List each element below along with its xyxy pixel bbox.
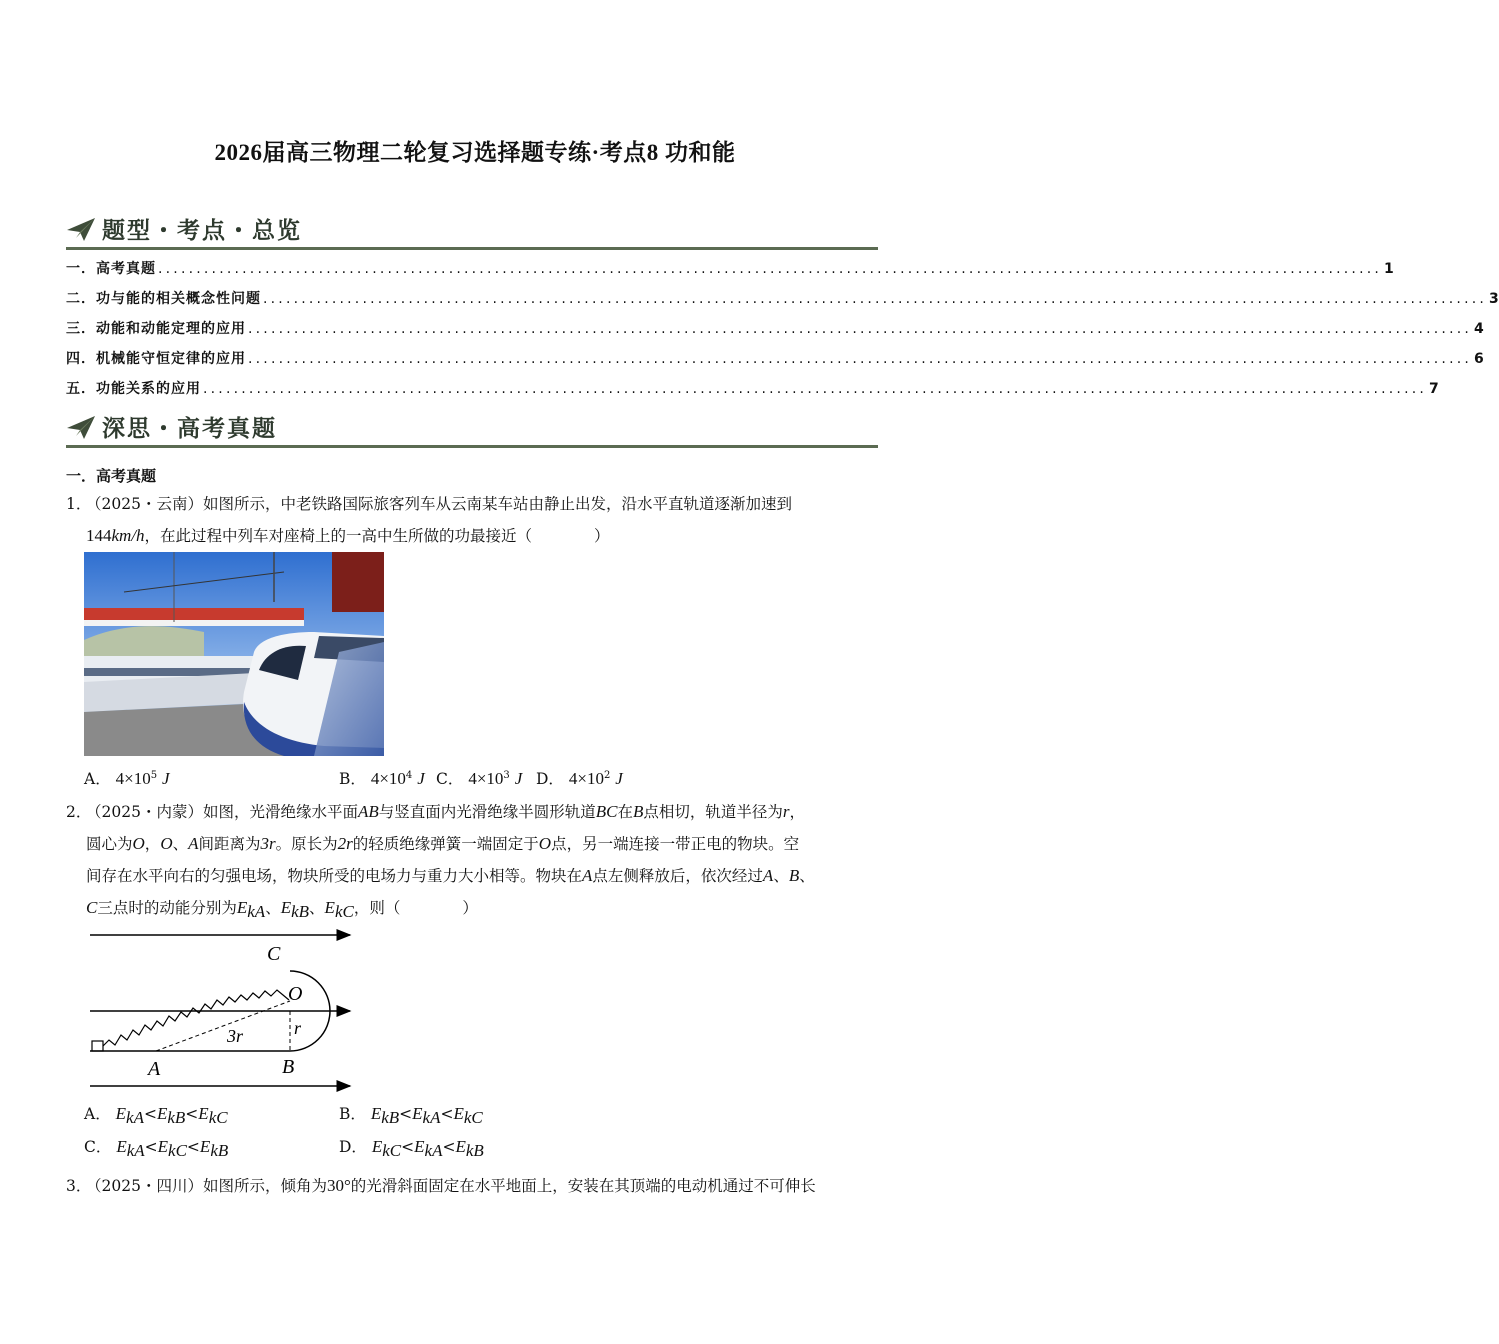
toc-row[interactable] bbox=[66, 348, 1484, 378]
question-text: 圆心为 bbox=[86, 835, 133, 853]
subscript: kC bbox=[463, 1108, 483, 1128]
times-ten: ×10 bbox=[577, 769, 604, 788]
question-text: 与竖直面内光滑绝缘半圆形轨道 bbox=[378, 803, 596, 821]
paper-plane-icon bbox=[66, 414, 96, 440]
option-exp: 2 bbox=[603, 769, 611, 781]
toc-page: 4 bbox=[1474, 321, 1484, 337]
label-b: B bbox=[282, 1056, 295, 1078]
question-text: 的轻质绝缘弹簧一端固定于 bbox=[352, 835, 539, 853]
question-text: 。原长为 bbox=[275, 835, 338, 853]
math-symbol: BC bbox=[595, 802, 618, 821]
times-ten: ×10 bbox=[379, 769, 406, 788]
option-coef: 4 bbox=[568, 769, 578, 788]
option-letter: C． bbox=[436, 770, 464, 788]
math-symbol: B bbox=[633, 802, 644, 821]
paper-plane-icon bbox=[66, 216, 96, 242]
subscript: kC bbox=[334, 902, 354, 922]
option-d[interactable]: D． $E_{kC}<E_{kA}<E_{kB}$ bbox=[339, 1137, 484, 1161]
question-text: 间距离为 bbox=[198, 835, 261, 853]
option-unit: J bbox=[162, 769, 170, 788]
label-3r: 3r bbox=[227, 1026, 244, 1046]
track-diagram bbox=[84, 924, 364, 1094]
question-number: 1． bbox=[66, 495, 92, 513]
option-letter: D． bbox=[536, 770, 564, 788]
toc-leader: ................................................................................................................................................................ bbox=[263, 291, 1488, 307]
toc-page: 1 bbox=[1384, 261, 1394, 277]
question-text: ，则（ ） bbox=[353, 899, 478, 917]
toc-label: 三．动能和动能定理的应用 bbox=[66, 321, 246, 337]
question-text: 在 bbox=[617, 803, 633, 821]
math-symbol: A bbox=[762, 866, 774, 885]
question-text: （2025・内蒙）如图，光滑绝缘水平面 bbox=[86, 803, 358, 821]
question-text: 三点时的动能分别为 bbox=[97, 899, 237, 917]
math-symbol: O bbox=[132, 834, 145, 853]
math-symbol: AB bbox=[357, 802, 379, 821]
subscript: kC bbox=[382, 1141, 402, 1161]
option-letter: B． bbox=[339, 770, 366, 788]
option-exp: 5 bbox=[150, 769, 158, 781]
question-3 bbox=[66, 1170, 882, 1202]
math-symbol: 30° bbox=[326, 1176, 351, 1195]
option-letter: D． bbox=[339, 1138, 367, 1156]
question-text: 点，另一端连接一带正电的物块。空 bbox=[551, 835, 800, 853]
math-symbol: 2r bbox=[337, 834, 353, 853]
toc-leader: ................................................................................................................................................................ bbox=[248, 321, 1473, 337]
option-a[interactable]: A． $E_{kA}<E_{kB}<E_{kC}$ bbox=[84, 1104, 228, 1128]
math-symbol: O bbox=[160, 834, 173, 853]
option-exp: 4 bbox=[405, 769, 413, 781]
question-text: 、 bbox=[773, 867, 789, 885]
toc-label: 二．功与能的相关概念性问题 bbox=[66, 291, 261, 307]
subscript: kB bbox=[167, 1108, 186, 1128]
train-photo bbox=[84, 552, 384, 756]
toc-label: 四．机械能守恒定律的应用 bbox=[66, 351, 246, 367]
toc-row[interactable] bbox=[66, 318, 1484, 348]
question-text: 的光滑斜面固定在水平地面上，安装在其顶端的电动机通过不可伸长 bbox=[350, 1177, 816, 1195]
option-letter: A． bbox=[84, 770, 111, 788]
option-letter: A． bbox=[84, 1105, 111, 1123]
toc-row[interactable] bbox=[66, 258, 1394, 288]
banner-rule bbox=[66, 247, 878, 250]
times-ten: ×10 bbox=[124, 769, 151, 788]
math-symbol: C bbox=[86, 898, 98, 917]
question-text: 点相切，轨道半径为 bbox=[643, 803, 783, 821]
subscript: kB bbox=[465, 1141, 484, 1161]
question-text: 、 bbox=[799, 867, 815, 885]
subscript: kC bbox=[208, 1108, 228, 1128]
option-c[interactable] bbox=[436, 767, 522, 789]
option-coef: 4 bbox=[115, 769, 125, 788]
toc-leader: ................................................................................................................................................................ bbox=[203, 381, 1428, 397]
toc-leader: ................................................................................................................................................................ bbox=[248, 351, 1473, 367]
math-symbol: r bbox=[782, 802, 790, 821]
document-title: 2026届高三物理二轮复习选择题专练·考点8 功和能 bbox=[214, 140, 736, 165]
speed-value: 144 bbox=[86, 526, 112, 545]
option-coef: 4 bbox=[370, 769, 380, 788]
question-text: ， bbox=[144, 835, 161, 853]
question-2: 2．（2025・内蒙）如图，光滑绝缘水平面AB与竖直面内光滑绝缘半圆形轨道BC在B点相切，轨道半径为r， 圆心为O，O、A间距离为3r。原长为2r的轻质绝缘弹簧一端固定于O点，另一端连接一带正电的物块。空 间存在水平向右的匀强电场，物块所受的电场力与重力大小相等。物块在A点左侧释放后，依次经过A、B、 C三点时的动能分别为$E_{kA}$、$E_{kB}$、$E_{kC}$，则（ ） bbox=[66, 796, 882, 927]
toc-page: 3 bbox=[1489, 291, 1499, 307]
subscript: kB bbox=[381, 1108, 400, 1128]
option-b[interactable] bbox=[339, 767, 425, 789]
option-unit: J bbox=[615, 769, 623, 788]
toc-label: 五．功能关系的应用 bbox=[66, 381, 201, 397]
label-a: A bbox=[148, 1058, 161, 1080]
subscript: kB bbox=[210, 1141, 229, 1161]
question-number: 3． bbox=[66, 1177, 92, 1195]
question-text: 间存在水平向右的匀强电场，物块所受的电场力与重力大小相等。物块在 bbox=[86, 867, 583, 885]
table-of-contents bbox=[66, 258, 1499, 408]
label-c: C bbox=[267, 943, 281, 965]
toc-label: 一．高考真题 bbox=[66, 261, 156, 277]
question-text: （2025・四川）如图所示，倾角为 bbox=[86, 1177, 327, 1195]
toc-row[interactable] bbox=[66, 378, 1439, 408]
subscript: kA bbox=[126, 1108, 144, 1128]
option-unit: J bbox=[417, 769, 425, 788]
subscript: kA bbox=[424, 1141, 443, 1161]
real-exam-banner-title: 深思・高考真题 bbox=[102, 415, 277, 442]
math-symbol: A bbox=[582, 866, 593, 885]
option-unit: J bbox=[514, 769, 523, 788]
math-symbol: B bbox=[788, 866, 800, 885]
option-coef: 4 bbox=[468, 769, 477, 788]
math-symbol: A bbox=[188, 834, 199, 853]
banner-rule bbox=[66, 445, 878, 448]
math-symbol: 3r bbox=[260, 834, 276, 853]
option-d[interactable] bbox=[536, 767, 623, 789]
question-number: 2． bbox=[66, 803, 92, 821]
question-text: （2025・云南）如图所示，中老铁路国际旅客列车从云南某车站由静止出发，沿水平直轨道逐渐加速到 bbox=[86, 495, 792, 513]
toc-row[interactable] bbox=[66, 288, 1499, 318]
option-letter: C． bbox=[84, 1138, 112, 1156]
option-letter: B． bbox=[339, 1105, 366, 1123]
subscript: kA bbox=[126, 1141, 145, 1161]
option-exp: 3 bbox=[503, 769, 510, 781]
option-b[interactable]: B． $E_{kB}<E_{kA}<E_{kC}$ bbox=[339, 1104, 483, 1128]
subscript: kC bbox=[168, 1141, 187, 1161]
subscript: kA bbox=[247, 902, 266, 922]
math-symbol: O bbox=[538, 834, 552, 853]
toc-leader: ................................................................................................................................................................ bbox=[158, 261, 1383, 277]
speed-unit: km/h bbox=[111, 526, 145, 545]
real-exam-banner bbox=[66, 408, 878, 448]
question-text: ， bbox=[789, 803, 806, 821]
question-1 bbox=[66, 489, 882, 552]
toc-page: 6 bbox=[1474, 351, 1484, 367]
overview-banner-title: 题型・考点・总览 bbox=[102, 217, 302, 244]
times-ten: ×10 bbox=[476, 769, 504, 788]
subscript: kB bbox=[291, 902, 310, 922]
section-heading: 一．高考真题 bbox=[66, 467, 157, 485]
question-text: 、 bbox=[172, 835, 189, 853]
toc-page: 7 bbox=[1429, 381, 1439, 397]
option-a[interactable] bbox=[84, 767, 170, 789]
question-text: ，在此过程中列车对座椅上的一高中生所做的功最接近（ ） bbox=[144, 527, 610, 545]
label-r: r bbox=[294, 1018, 302, 1038]
overview-banner bbox=[66, 210, 878, 250]
option-c[interactable]: C． $E_{kA}<E_{kC}<E_{kB}$ bbox=[84, 1137, 229, 1161]
label-o: O bbox=[288, 983, 303, 1005]
question-text: 点左侧释放后，依次经过 bbox=[592, 867, 763, 885]
subscript: kA bbox=[422, 1108, 441, 1128]
